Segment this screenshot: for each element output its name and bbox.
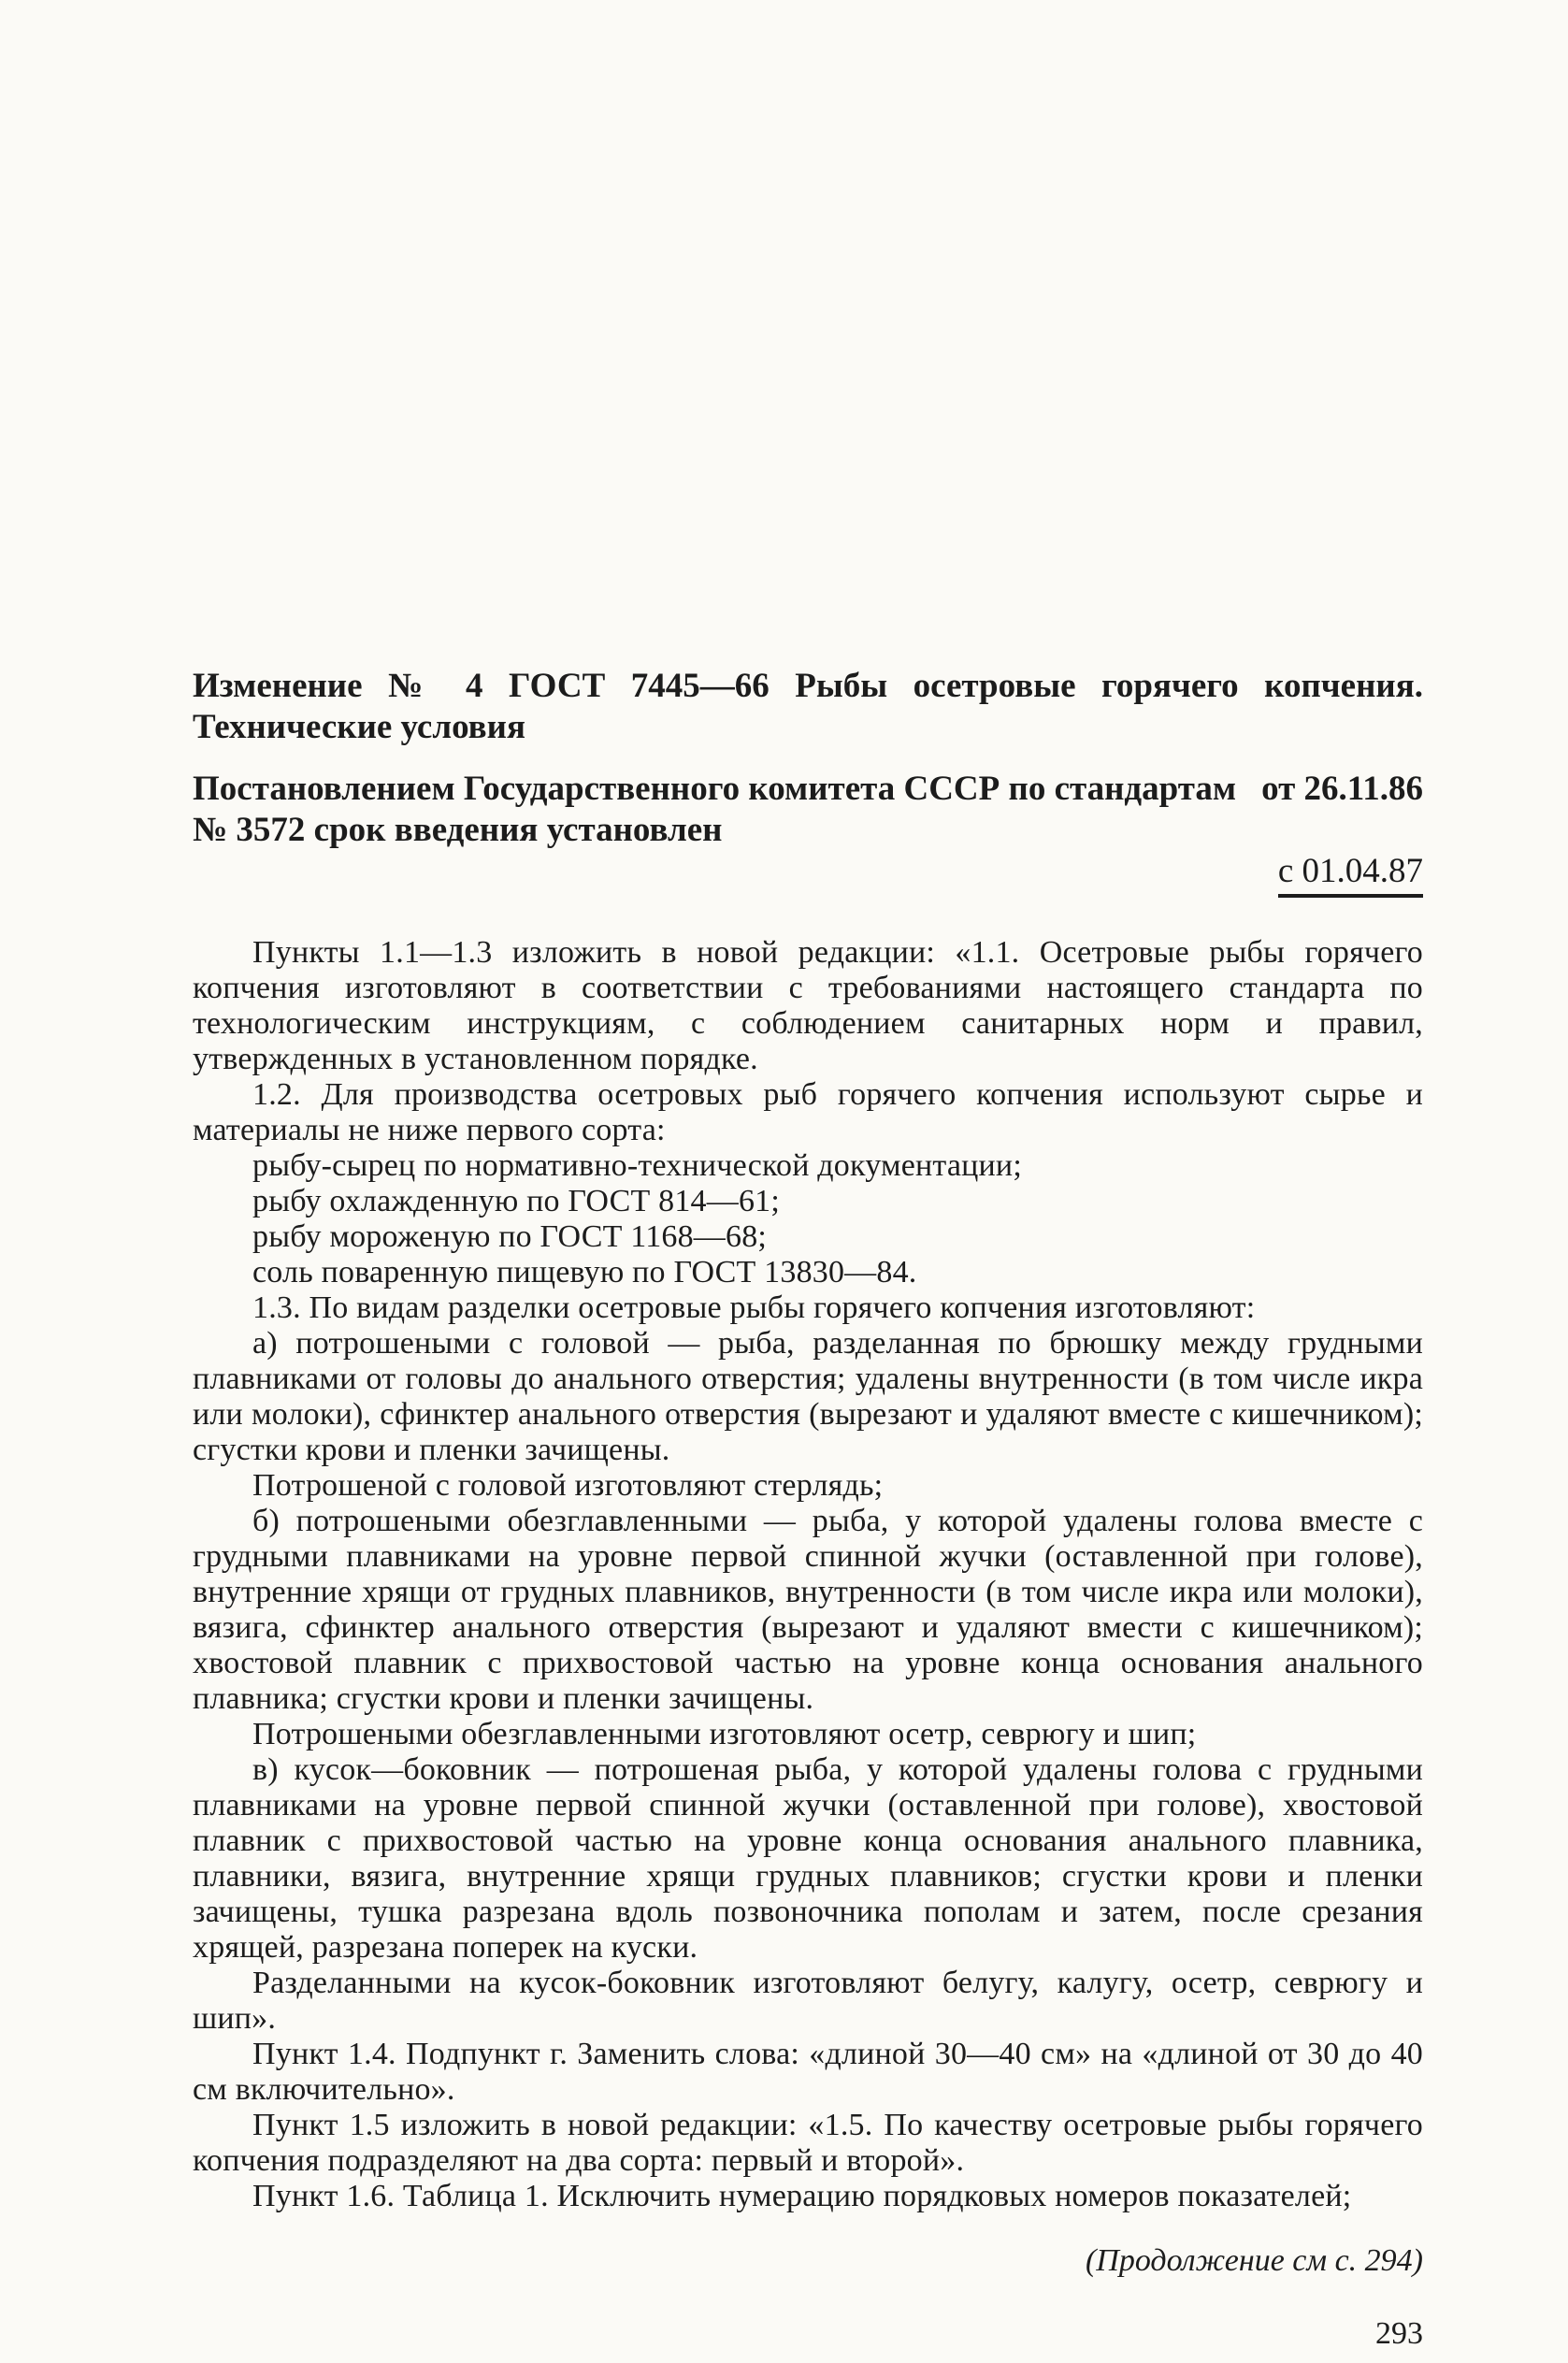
paragraph: 1.3. По видам разделки осетровые рыбы горячего копчения изготовляют: xyxy=(252,1290,1256,1325)
paragraph: Пункт 1.5 изложить в новой редакции: «1.5. По качеству осетровые рыбы горячего копчения подразделяют на два сорта: первый и второй». xyxy=(193,2108,1423,2178)
paragraph: 1.2. Для производства осетровых рыб горячего копчения используют сырье и материалы не ниже первого сорта: xyxy=(193,1077,1423,1147)
decree-authority: Постановлением Государственного комитета СССР по стандартам xyxy=(193,770,1237,808)
paragraph: Пункты 1.1—1.3 изложить в новой редакции: «1.1. Осетровые рыбы горячего копчения изготовляют в соответствии с требованиями настоящего стандарта по технологическим инструкциям, с соблюдением санитарных норм и правил, утвержденных в установленном порядке. xyxy=(193,935,1423,1076)
decree-number: № 3572 срок введения установлен xyxy=(193,811,723,849)
list-item: рыбу охлажденную по ГОСТ 814—61; xyxy=(252,1184,780,1218)
body-text xyxy=(193,935,1423,2214)
paragraph: Пункт 1.6. Таблица 1. Исключить нумерацию порядковых номеров показателей; xyxy=(252,2179,1352,2213)
continuation-note: (Продолжение см с. 294) xyxy=(1085,2243,1423,2278)
list-item: соль поваренную пищевую по ГОСТ 13830—84. xyxy=(252,1255,917,1290)
paragraph: Потрошеной с головой изготовляют стерлядь; xyxy=(252,1468,884,1503)
effective-date-block xyxy=(193,851,1423,898)
decree-line xyxy=(193,769,1423,810)
document-title: Изменение № 4 ГОСТ 7445—66 Рыбы осетровые горячего копчения. Технические условия xyxy=(193,667,1423,746)
document-page xyxy=(193,666,1423,2353)
list-item: рыбу мороженую по ГОСТ 1168—68; xyxy=(252,1219,768,1254)
paragraph: а) потрошеными с головой — рыба, разделанная по брюшку между грудными плавниками от головы до анального отверстия; удалены внутренности (в том числе икра или молоки), сфинктер анального отверстия (вырезают и удаляют вместе с кишечником); сгустки крови и пленки зачищены. xyxy=(193,1326,1423,1467)
paragraph: в) кусок—боковник — потрошеная рыба, у которой удалены голова с грудными плавниками на уровне первой спинной жучки (оставленной при голове), хвостовой плавник с прихвостовой частью на уровне конца основания анального плавника, плавники, вязига, внутренние хрящи грудных плавников; сгустки крови и пленки зачищены, тушка разрезана вдоль позвоночника пополам и затем, после срезания хрящей, разрезана поперек на куски. xyxy=(193,1752,1423,1965)
paragraph: б) потрошеными обезглавленными — рыба, у которой удалены голова вместе с грудными плавниками на уровне первой спинной жучки (оставленной при голове), внутренние хрящи от грудных плавников, внутренности (в том числе икра или молоки), вязига, сфинктер анального отверстия (вырезают и удаляют вмести с кишечником); хвостовой плавник с прихвостовой частью на уровне конца основания анального плавника; сгустки крови и пленки зачищены. xyxy=(193,1504,1423,1716)
paragraph: Разделанными на кусок-боковник изготовляют белугу, калугу, осетр, севрюгу и шип». xyxy=(193,1966,1423,2036)
effective-date: с 01.04.87 xyxy=(1278,851,1423,898)
paragraph: Потрошеными обезглавленными изготовляют осетр, севрюгу и шип; xyxy=(252,1717,1197,1751)
paragraph: Пункт 1.4. Подпункт г. Заменить слова: «длиной 30—40 см» на «длиной от 30 до 40 см включительно». xyxy=(193,2037,1423,2107)
decree-date: от 26.11.86 xyxy=(1261,770,1423,808)
page-number: 293 xyxy=(1375,2316,1423,2351)
list-item: рыбу-сырец по нормативно-технической документации; xyxy=(252,1148,1022,1183)
